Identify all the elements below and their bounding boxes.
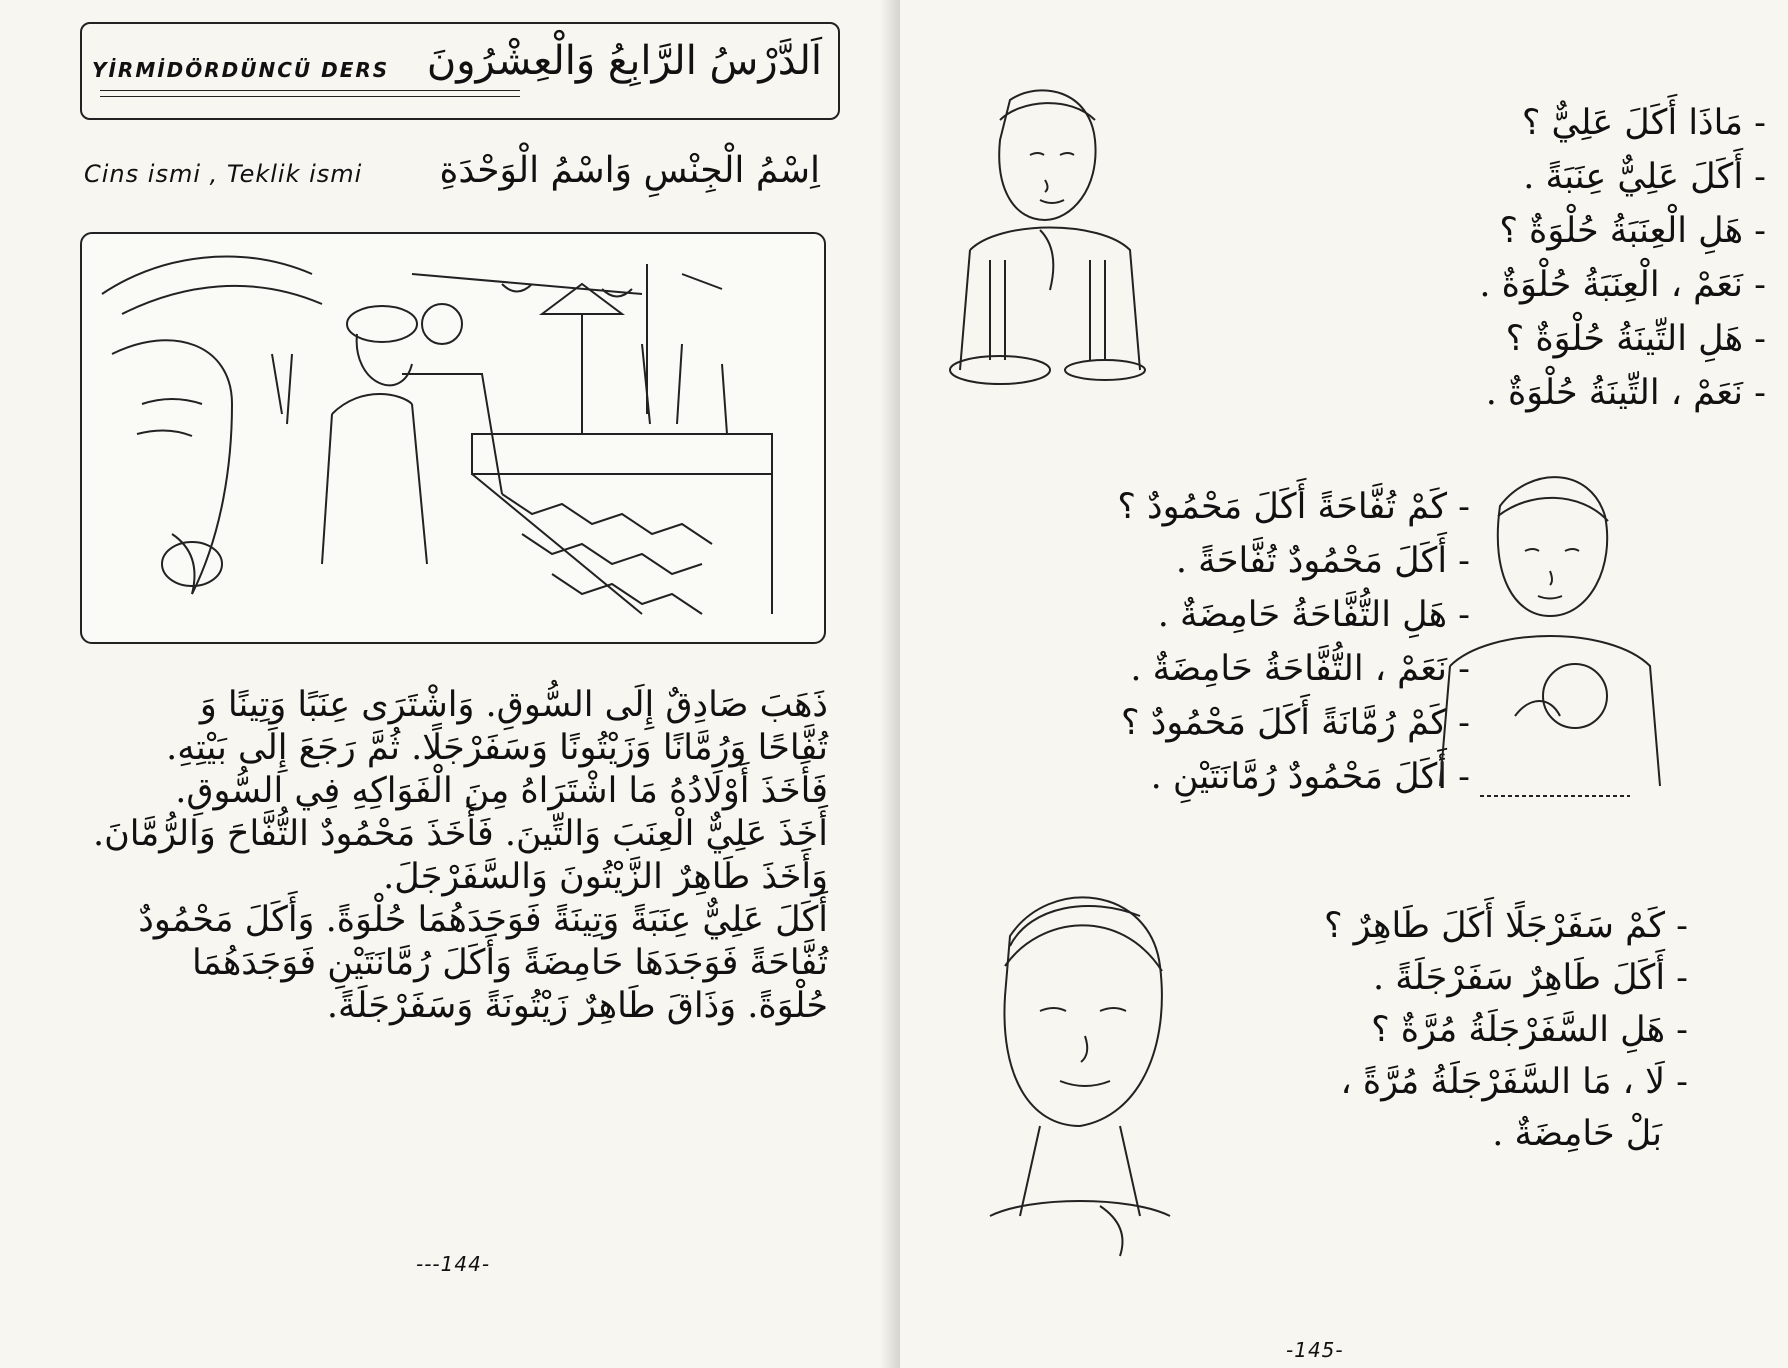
market-scene-drawing — [82, 234, 824, 642]
dialog-line: - كَمْ سَفَرْجَلًا أَكَلَ طَاهِرٌ ؟ — [1323, 906, 1688, 946]
passage-line: ذَهَبَ صَادِقٌ إِلَى السُّوقِ. وَاشْتَرَى عِنَبًا وَتِينًا وَ — [199, 685, 828, 725]
dialog-line: - هَلِ التُّفَّاحَةُ حَامِضَةٌ . — [1157, 595, 1470, 635]
dialog-line: - هَلِ السَّفَرْجَلَةُ مُرَّةٌ ؟ — [1371, 1010, 1688, 1050]
dialog-line: - نَعَمْ ، الْعِنَبَةُ حُلْوَةٌ . — [1479, 265, 1766, 305]
page-number-left: ---144- — [416, 1252, 491, 1276]
dialog-line: - هَلِ الْعِنَبَةُ حُلْوَةٌ ؟ — [1499, 211, 1766, 251]
boy-with-pomegranate-drawing — [1420, 466, 1680, 826]
passage-line: تُفَّاحًا وَرُمَّانًا وَزَيْتُونًا وَسَفَرْجَلًا. ثُمَّ رَجَعَ إِلَى بَيْتِهِ. — [166, 728, 828, 768]
dialog-line: - نَعَمْ ، التُّفَّاحَةُ حَامِضَةٌ . — [1130, 649, 1470, 689]
header-underline-2 — [100, 96, 520, 97]
dialog-tahir — [1324, 900, 1688, 1160]
dialog-line: - مَاذَا أَكَلَ عَلِيٌّ ؟ — [1521, 103, 1766, 143]
portrait-tahir — [950, 876, 1200, 1276]
passage-line: وَأَخَذَ طَاهِرٌ الزَّيْتُونَ وَالسَّفَرْجَلَ. — [383, 857, 828, 897]
dialog-line: - كَمْ رُمَّانَةً أَكَلَ مَحْمُودٌ ؟ — [1121, 703, 1470, 743]
dialog-ali — [1479, 96, 1766, 420]
dialog-line: - نَعَمْ ، التِّينَةُ حُلْوَةٌ . — [1485, 373, 1766, 413]
dialog-line: - لَا ، مَا السَّفَرْجَلَةُ مُرَّةً ، — [1340, 1062, 1688, 1102]
dialog-mahmud — [1117, 480, 1470, 804]
dialog-line: - أَكَلَ طَاهِرٌ سَفَرْجَلَةً . — [1373, 958, 1688, 998]
subtitle-arabic: اِسْمُ الْجِنْسِ وَاسْمُ الْوَحْدَةِ — [439, 150, 820, 191]
right-page — [900, 0, 1788, 1368]
page-number-right: -145- — [1286, 1338, 1344, 1362]
young-man-drawing — [950, 876, 1200, 1276]
portrait-mahmud — [1420, 466, 1680, 826]
passage-line: حُلْوَةً. وَذَاقَ طَاهِرٌ زَيْتُونَةً وَسَفَرْجَلَةً. — [326, 986, 828, 1026]
dialog-line: - أَكَلَ عَلِيٌّ عِنَبَةً . — [1523, 157, 1766, 197]
passage-line: أَخَذَ عَلِيٌّ الْعِنَبَ وَالتِّينَ. فَأَخَذَ مَحْمُودٌ التُّفَّاحَ وَالرُّمَّانَ. — [92, 814, 828, 854]
dialog-line: بَلْ حَامِضَةٌ . — [1492, 1114, 1662, 1154]
lesson-header-box — [80, 22, 840, 120]
passage-line: تُفَّاحَةً فَوَجَدَهَا حَامِضَةً وَأَكَلَ رُمَّانَتَيْنِ فَوَجَدَهُمَا — [191, 943, 828, 983]
subtitle-turkish: Cins ismi , Teklik ismi — [84, 160, 363, 188]
lesson-title-arabic: اَلدَّرْسُ الرَّابِعُ وَالْعِشْرُونَ — [426, 38, 822, 84]
passage-line: فَأَخَذَ أَوْلَادُهُ مَا اشْتَرَاهُ مِنَ الْفَوَاكِهِ فِي السُّوقِ. — [175, 771, 828, 811]
header-underline — [100, 90, 520, 91]
dialog-line: - كَمْ تُفَّاحَةً أَكَلَ مَحْمُودٌ ؟ — [1117, 487, 1470, 527]
lesson-title-turkish: YİRMİDÖRDÜNCÜ DERS — [92, 58, 390, 82]
reading-passage — [68, 684, 828, 1028]
dialog-line: - أَكَلَ مَحْمُودٌ رُمَّانَتَيْنِ . — [1150, 757, 1470, 797]
passage-line: أَكَلَ عَلِيٌّ عِنَبَةً وَتِينَةً فَوَجَدَهُمَا حُلْوَةً. وَأَكَلَ مَحْمُودٌ — [138, 900, 828, 940]
portrait-ali — [930, 80, 1160, 410]
dialog-line: - هَلِ التِّينَةُ حُلْوَةٌ ؟ — [1505, 319, 1766, 359]
dialog-line: - أَكَلَ مَحْمُودٌ تُفَّاحَةً . — [1175, 541, 1470, 581]
market-illustration — [80, 232, 826, 644]
boy-eating-drawing — [930, 80, 1160, 410]
